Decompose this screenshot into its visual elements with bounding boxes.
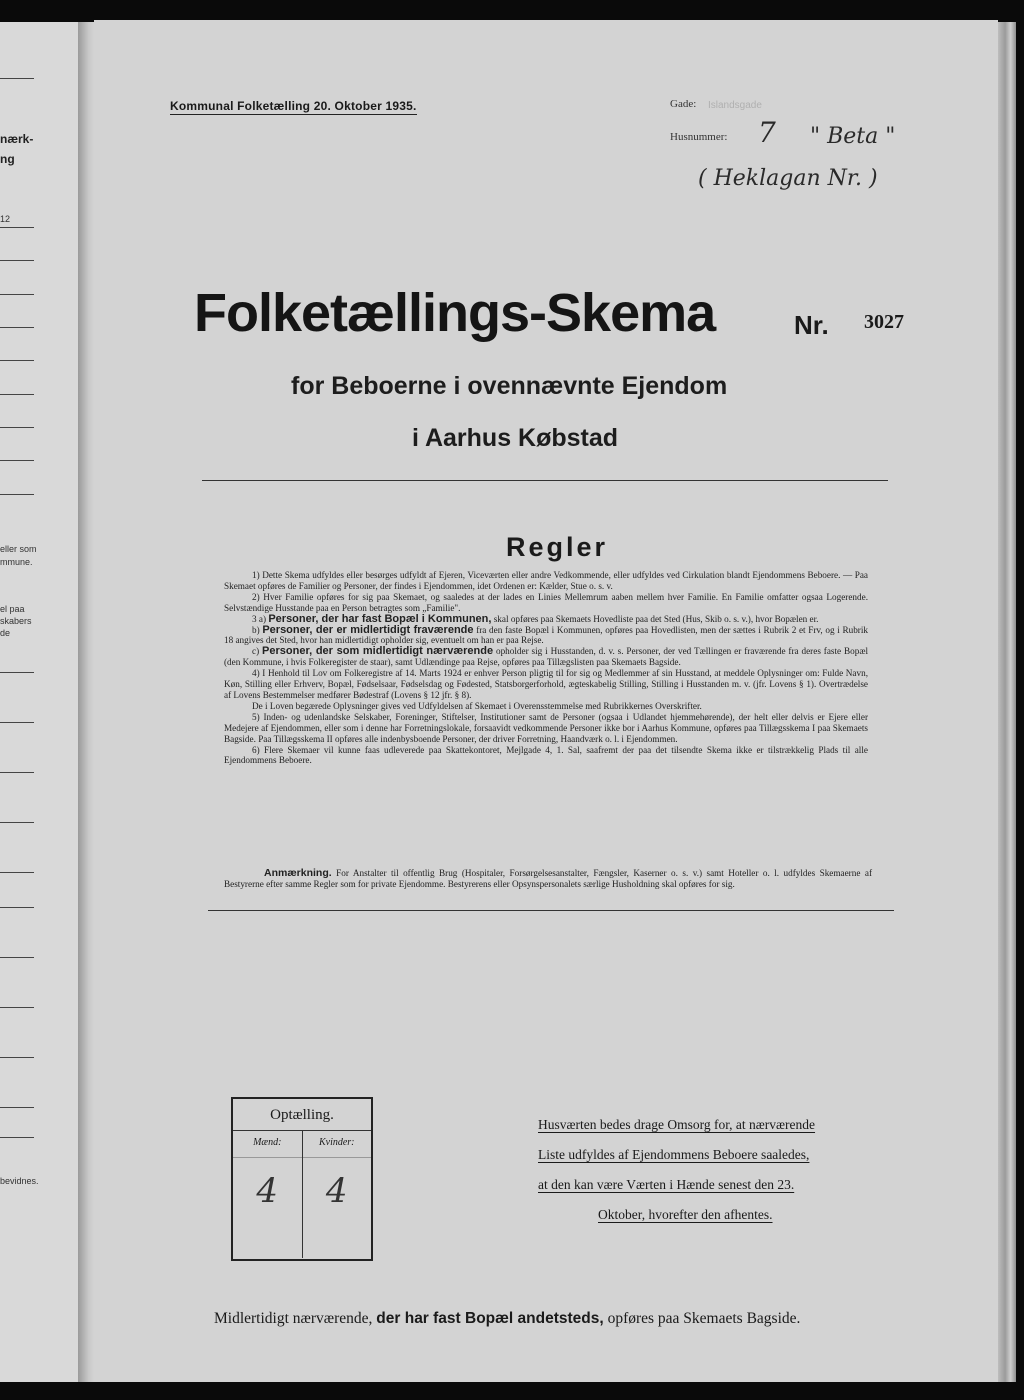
rule-heading: Personer, der er midlertidigt fraværende bbox=[262, 623, 474, 636]
left-rule bbox=[0, 460, 34, 461]
handwritten-note: " Beta " bbox=[810, 124, 896, 149]
footer-part-bold: der har fast Bopæl andetsteds, bbox=[376, 1310, 604, 1327]
rule-text: opholder sig i Husstanden, d. v. s. Personer, der ved Tællingen er fraværende fra deres faste Bopæl (den Kommune, i hvis Folkeregister de staar), samt Udlændinge paa Rejse, opføres paa Tillægslisten paa Skemaets Bagside. bbox=[224, 646, 869, 668]
left-fragment-text: eller som bbox=[0, 544, 37, 554]
left-rule bbox=[0, 227, 34, 228]
remark bbox=[224, 868, 872, 890]
rule-prefix: 3 a) bbox=[252, 613, 267, 624]
form-title: Folketællings-Skema bbox=[194, 283, 716, 343]
landlord-notice bbox=[538, 1110, 878, 1230]
rule-3b bbox=[224, 625, 868, 647]
handwritten-note: ( Heklagan Nr. ) bbox=[698, 166, 878, 191]
footer-part: opføres paa Skemaets Bagside. bbox=[607, 1310, 801, 1327]
rule-4: 4) I Henhold til Lov om Folkeregistre af 14. Marts 1924 er enhver Person pligtig til for sig og Medlemmer af sin Husstand, at meddele Oplysninger om: Fulde Navn, Køn, Stilling eller Erhverv, Bopæl, Fødselsaar, Fødselsdag og Fødested, Statsborgerforhold, ægteskabelig Stilling, Stilling i Husstanden m. v. (jfr. Lovens § 1). Overtrædelse af Lovens Bestemmelser medfører Bødestraf (Lovens § 12 jfr. § 8). bbox=[224, 668, 868, 700]
left-rule bbox=[0, 872, 34, 873]
tally-women-column bbox=[302, 1131, 372, 1258]
left-rule bbox=[0, 78, 34, 79]
form-number-label: Nr. bbox=[794, 310, 829, 340]
footer-part: Midlertidigt nærværende, bbox=[214, 1310, 373, 1327]
left-fragment-text: ng bbox=[0, 152, 15, 166]
left-rule bbox=[0, 1107, 34, 1108]
left-rule bbox=[0, 294, 34, 295]
left-rule bbox=[0, 907, 34, 908]
left-rule bbox=[0, 957, 34, 958]
page-edge bbox=[998, 22, 1016, 1382]
left-rule bbox=[0, 722, 34, 723]
rule-heading: Personer, der har fast Bopæl i Kommunen, bbox=[268, 612, 492, 625]
remark-text: For Anstalter til offentlig Brug (Hospitaler, Forsørgelsesanstalter, Fængsler, Kaserner o. s. v.) samt Hoteller o. l. udfyldes Skemaerne af Bestyrerne efter samme Regler som for private Ejendomme. Bestyrerens eller Opsynspersonalets særlige Husholdning skal opføres for sig. bbox=[224, 868, 873, 889]
tally-box bbox=[231, 1097, 373, 1261]
remark-label: Anmærkning. bbox=[264, 867, 332, 879]
divider bbox=[208, 910, 894, 911]
house-number-handwritten: 7 bbox=[758, 116, 776, 149]
left-rule bbox=[0, 772, 34, 773]
left-rule bbox=[0, 822, 34, 823]
left-rule bbox=[0, 360, 34, 361]
left-rule bbox=[0, 427, 34, 428]
tally-men-label: Mænd: bbox=[233, 1131, 302, 1158]
street-value: Islandsgade bbox=[708, 100, 762, 111]
left-rule bbox=[0, 260, 34, 261]
form-number-value: 3027 bbox=[864, 311, 904, 333]
left-fragment-text: mmune. bbox=[0, 557, 33, 567]
rule-5: 5) Inden- og udenlandske Selskaber, Foreninger, Stiftelser, Institutioner samt de Personer (ogsaa i Udlandet hjemmehørende), der helt eller delvis er Ejere eller Medejere af Ejendommen, eller som i denne har Forretningslokale, forsaavidt vedkommende Personer ikke bor i Aarhus Kommune, opføres paa Tillægsskema I paa Skemaets Bagside. Paa Tillægsskema II opføres alle indenbysboende Personer, der driver Forretning, Haandværk o. l. i Ejendommen. bbox=[224, 711, 868, 744]
left-fragment-text: el paa bbox=[0, 604, 25, 614]
tally-women-value: 4 bbox=[325, 1171, 348, 1211]
notice-line: Liste udfyldes af Ejendommens Beboere saaledes, bbox=[538, 1147, 810, 1162]
tally-men-column bbox=[233, 1131, 302, 1258]
rules-heading: Regler bbox=[506, 532, 609, 562]
left-fragment-text: 12 bbox=[0, 214, 11, 224]
census-form-page bbox=[94, 20, 998, 1382]
rule-4b: De i Loven begærede Oplysninger gives ved Udfyldelsen af Skemaet i Overensstemmelse med Rubrikkernes Overskrifter. bbox=[252, 700, 702, 711]
left-rule bbox=[0, 327, 34, 328]
rule-3c bbox=[224, 646, 868, 668]
tally-heading: Optælling. bbox=[233, 1099, 371, 1131]
street-label: Gade: bbox=[670, 98, 697, 110]
left-fragment-text: skabers bbox=[0, 616, 32, 626]
notice-line: Oktober, hvorefter den afhentes. bbox=[598, 1207, 773, 1222]
tally-women-label: Kvinder: bbox=[303, 1131, 372, 1158]
rule-prefix: b) bbox=[252, 624, 260, 635]
house-number-label: Husnummer: bbox=[670, 131, 728, 143]
divider bbox=[202, 480, 888, 481]
left-rule bbox=[0, 672, 34, 673]
rule-6: 6) Flere Skemaer vil kunne faas udleverede paa Skattekontoret, Mejlgade 4, 1. Sal, saafremt der paa det tilsendte Skema ikke er tilstrækkelig Plads til alle Ejendommens Beboere. bbox=[224, 744, 868, 766]
rule-text: fra den faste Bopæl i Kommunen, opføres paa Hovedlisten, men der sættes i Rubrik 2 et Frv, og i Rubrik 18 angives det Sted, hvor han midlertidigt opholder sig, eventuelt om han er paa Rejse. bbox=[224, 624, 868, 646]
census-header: Kommunal Folketælling 20. Oktober 1935. bbox=[170, 99, 417, 113]
rules-body bbox=[224, 570, 868, 766]
rule-heading: Personer, der som midlertidigt nærværende bbox=[262, 645, 494, 658]
left-fragment-text: de bbox=[0, 628, 11, 638]
left-rule bbox=[0, 1057, 34, 1058]
left-page-fragment bbox=[0, 22, 82, 1382]
left-fragment-text: bevidnes. bbox=[0, 1176, 39, 1186]
form-subtitle-city: i Aarhus Købstad bbox=[412, 424, 619, 452]
rule-2: 2) Hver Familie opføres for sig paa Skemaet, og saaledes at der lades en Linies Mellemrum aaben mellem hver Familie. En Familie omfatter ogsaa Logerende. Selvstændige Husstande paa en Person betragtes som „Familie". bbox=[224, 591, 868, 613]
notice-line: at den kan være Værten i Hænde senest den 23. bbox=[538, 1177, 795, 1192]
rule-text: skal opføres paa Skemaets Hovedliste paa det Sted (Hus, Skib o. s. v.), hvor Bopælen er. bbox=[493, 613, 819, 624]
form-subtitle: for Beboerne i ovennævnte Ejendom bbox=[291, 372, 728, 400]
left-fragment-text: nærk- bbox=[0, 132, 34, 146]
tally-men-value: 4 bbox=[256, 1171, 279, 1211]
left-rule bbox=[0, 1007, 34, 1008]
rule-prefix: c) bbox=[252, 646, 260, 657]
footer-note bbox=[214, 1310, 800, 1328]
notice-line: Husværten bedes drage Omsorg for, at nærværende bbox=[538, 1117, 816, 1132]
left-rule bbox=[0, 494, 34, 495]
rule-1: 1) Dette Skema udfyldes eller besørges udfyldt af Ejeren, Viceværten eller andre Vedkommende, eller udfyldes ved Cirkulation blandt Ejendommens Beboere. — Paa Skemaet opføres de Familier og Personer, der findes i Ejendommen, idet Ordenen er: Kælder, Stue o. s. v. bbox=[224, 570, 868, 591]
left-rule bbox=[0, 1137, 34, 1138]
left-rule bbox=[0, 394, 34, 395]
